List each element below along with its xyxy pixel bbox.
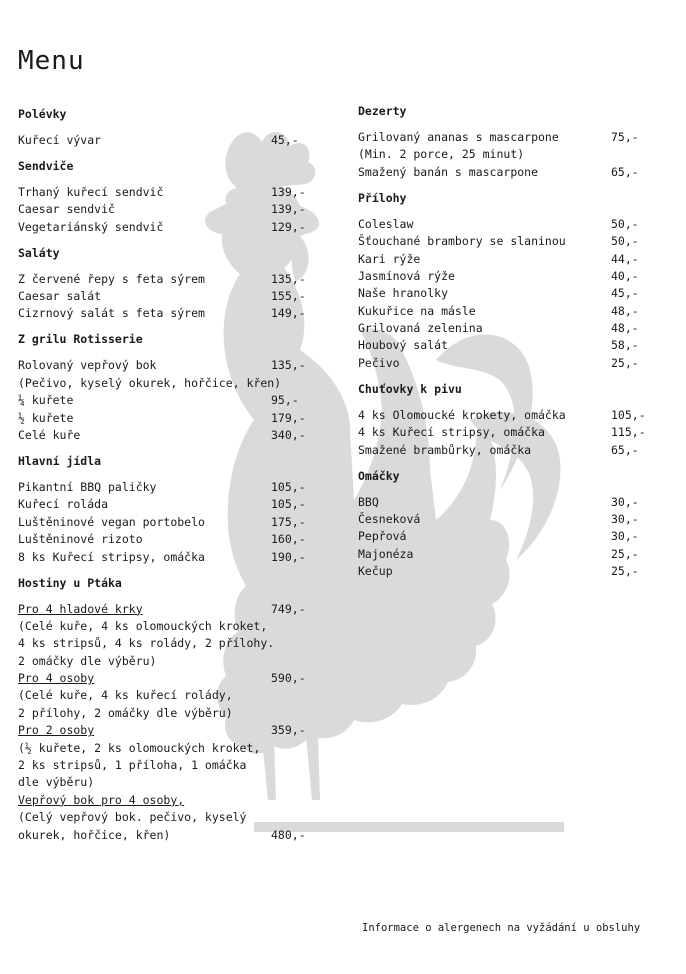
item-price: 480,- — [271, 827, 306, 842]
menu-item — [358, 337, 658, 354]
section-title: Dezerty — [358, 104, 407, 118]
section-title: Sendviče — [18, 158, 74, 173]
item-price: 129,- — [271, 219, 306, 234]
item-name: Kečup — [358, 564, 393, 579]
section-title: Polévky — [18, 107, 67, 121]
section-dezerty — [358, 103, 658, 181]
item-note: okurek, hořčice, křen) — [18, 827, 171, 842]
section-hostiny — [18, 575, 318, 844]
item-name: Trhaný kuřecí sendvič — [18, 184, 164, 199]
section-z-grilu — [18, 331, 318, 444]
item-price: 75,- — [611, 129, 639, 144]
item-name: ¼ kuřete — [18, 393, 74, 408]
section-title: Hostiny u Ptáka — [18, 575, 122, 590]
menu-item — [358, 129, 658, 146]
section-title: Přílohy — [358, 190, 407, 205]
item-price: 749,- — [271, 601, 306, 616]
item-name: Caesar sendvič — [18, 202, 115, 217]
menu-item — [358, 424, 658, 441]
item-name: 4 ks Kuřecí stripsy, omáčka — [358, 425, 545, 440]
section-title: Hlavní jídla — [18, 454, 102, 468]
item-name: Kuřecí vývar — [18, 132, 102, 147]
menu-item — [358, 511, 658, 528]
menu-item — [18, 549, 318, 566]
section-title: Omáčky — [358, 468, 400, 483]
item-name: 8 ks Kuřecí stripsy, omáčka — [18, 549, 205, 564]
item-name: Pepřová — [358, 529, 407, 544]
item-name: 4 ks Olomoucké krokety, omáčka — [358, 407, 566, 422]
section-polevky — [18, 106, 318, 149]
item-price: 179,- — [271, 410, 306, 425]
menu-item — [18, 514, 318, 531]
menu-item — [358, 563, 658, 580]
item-name: Celé kuře — [18, 428, 81, 443]
item-name: Pro 4 osoby — [18, 671, 95, 686]
item-price: 44,- — [611, 251, 639, 266]
item-price: 48,- — [611, 321, 639, 336]
item-price: 139,- — [271, 202, 306, 217]
item-name: Luštěninové rizoto — [18, 532, 143, 547]
item-price: 135,- — [271, 358, 306, 373]
menu-item — [18, 305, 318, 322]
menu-item — [358, 285, 658, 302]
section-hlavni-jidla — [18, 453, 318, 566]
menu-item — [358, 268, 658, 285]
item-name: Pro 4 hladové krky — [18, 601, 143, 616]
item-price: 105,- — [271, 497, 306, 512]
item-name: Česneková — [358, 511, 421, 526]
item-price: 115,- — [611, 425, 646, 440]
item-price: 30,- — [611, 511, 639, 526]
menu-item — [18, 184, 318, 201]
menu-item — [18, 531, 318, 548]
item-price: 25,- — [611, 546, 639, 561]
item-name: BBQ — [358, 494, 379, 509]
allergen-note: Informace o alergenech na vyžádání u obsluhy — [362, 922, 641, 934]
item-name: Caesar salát — [18, 289, 102, 304]
menu-item — [18, 722, 318, 739]
item-name: Jasmínová rýže — [358, 268, 455, 283]
menu-item — [18, 792, 318, 809]
item-note: 4 ks stripsů, 4 ks rolády, 2 přílohy. — [18, 636, 275, 651]
item-name: Grilovaný ananas s mascarpone — [358, 129, 559, 144]
item-price: 135,- — [271, 271, 306, 286]
item-price: 50,- — [611, 234, 639, 249]
menu-item — [18, 479, 318, 496]
item-price: 105,- — [271, 479, 306, 494]
menu-left-column — [18, 106, 318, 844]
menu-item — [18, 288, 318, 305]
menu-item — [18, 427, 318, 444]
menu-item — [18, 392, 318, 409]
item-name: Majonéza — [358, 546, 414, 561]
item-name: Grilovaná zelenina — [358, 321, 483, 336]
menu-item — [358, 494, 658, 511]
section-title: Chuťovky k pivu — [358, 381, 462, 396]
menu-item — [358, 233, 658, 250]
item-note: (½ kuřete, 2 ks olomouckých kroket, — [18, 740, 261, 755]
menu-item — [18, 496, 318, 513]
item-price: 30,- — [611, 494, 639, 509]
menu-right-column — [358, 103, 658, 581]
item-name: Kuřecí roláda — [18, 497, 109, 512]
item-price: 50,- — [611, 216, 639, 231]
item-price: 45,- — [611, 286, 639, 301]
item-name: Cizrnový salát s feta sýrem — [18, 306, 205, 321]
menu-item — [358, 251, 658, 268]
item-note: (Min. 2 porce, 25 minut) — [358, 147, 525, 162]
item-name: ½ kuřete — [18, 410, 74, 425]
menu-item — [18, 132, 318, 149]
menu-item — [358, 320, 658, 337]
item-name: Pikantní BBQ paličky — [18, 479, 157, 494]
item-price: 25,- — [611, 355, 639, 370]
item-price: 359,- — [271, 723, 306, 738]
item-note: (Celý vepřový bok. pečivo, kyselý — [18, 810, 247, 825]
item-note: 2 ks stripsů, 1 příloha, 1 omáčka — [18, 758, 247, 773]
item-price: 65,- — [611, 442, 639, 457]
item-name: Luštěninové vegan portobelo — [18, 514, 205, 529]
menu-item — [18, 410, 318, 427]
item-price: 175,- — [271, 514, 306, 529]
item-note-with-price — [18, 827, 318, 844]
item-note: 2 přílohy, 2 omáčky dle výběru) — [18, 705, 233, 720]
menu-item — [358, 442, 658, 459]
menu-item — [18, 357, 318, 374]
item-price: 155,- — [271, 289, 306, 304]
item-name: Kukuřice na másle — [358, 303, 476, 318]
item-name: Smažené brambůrky, omáčka — [358, 442, 532, 457]
menu-item — [358, 216, 658, 233]
item-name: Naše hranolky — [358, 286, 449, 301]
item-name: Z červené řepy s feta sýrem — [18, 271, 205, 286]
item-price: 30,- — [611, 529, 639, 544]
item-name: Pro 2 osoby — [18, 723, 95, 738]
section-sendvice — [18, 158, 318, 236]
item-name: Coleslaw — [358, 216, 414, 231]
item-price: 48,- — [611, 303, 639, 318]
menu-item — [358, 355, 658, 372]
item-name: Kari rýže — [358, 251, 421, 266]
menu-item — [18, 601, 318, 618]
menu-item — [358, 407, 658, 424]
item-note: dle výběru) — [18, 775, 95, 790]
item-name: Smažený banán s mascarpone — [358, 164, 539, 179]
item-price: 40,- — [611, 268, 639, 283]
menu-item — [358, 546, 658, 563]
item-price: 45,- — [271, 132, 299, 147]
item-price: 590,- — [271, 671, 306, 686]
item-price: 149,- — [271, 306, 306, 321]
item-name: Vepřový bok pro 4 osoby, — [18, 792, 185, 807]
item-price: 340,- — [271, 428, 306, 443]
section-prilohy — [358, 190, 658, 373]
item-price: 65,- — [611, 164, 639, 179]
item-price: 160,- — [271, 532, 306, 547]
item-name: Rolovaný vepřový bok — [18, 358, 157, 373]
item-name: Pečivo — [358, 355, 400, 370]
item-note: (Pečivo, kyselý okurek, hořčice, křen) — [18, 375, 282, 390]
item-note: 2 omáčky dle výběru) — [18, 653, 157, 668]
menu-item — [358, 164, 658, 181]
section-title: Z grilu Rotisserie — [18, 332, 143, 347]
item-name: Houbový salát — [358, 338, 449, 353]
item-price: 58,- — [611, 338, 639, 353]
menu-item — [358, 303, 658, 320]
section-omacky — [358, 468, 658, 581]
item-price: 139,- — [271, 184, 306, 199]
section-title: Saláty — [18, 245, 60, 260]
item-price: 190,- — [271, 549, 306, 564]
menu-item — [18, 201, 318, 218]
item-price: 105,- — [611, 407, 646, 422]
item-name: Vegetariánský sendvič — [18, 219, 164, 234]
menu-item — [18, 271, 318, 288]
item-note: (Celé kuře, 4 ks olomouckých kroket, — [18, 618, 268, 633]
menu-item — [18, 219, 318, 236]
section-salaty — [18, 245, 318, 323]
item-price: 95,- — [271, 393, 299, 408]
section-chutovky — [358, 381, 658, 459]
item-price: 25,- — [611, 564, 639, 579]
item-note: (Celé kuře, 4 ks kuřecí rolády, — [18, 688, 233, 703]
menu-title: Menu — [18, 46, 85, 76]
menu-item — [18, 670, 318, 687]
menu-item — [358, 528, 658, 545]
item-name: Šťouchané brambory se slaninou — [358, 234, 566, 249]
